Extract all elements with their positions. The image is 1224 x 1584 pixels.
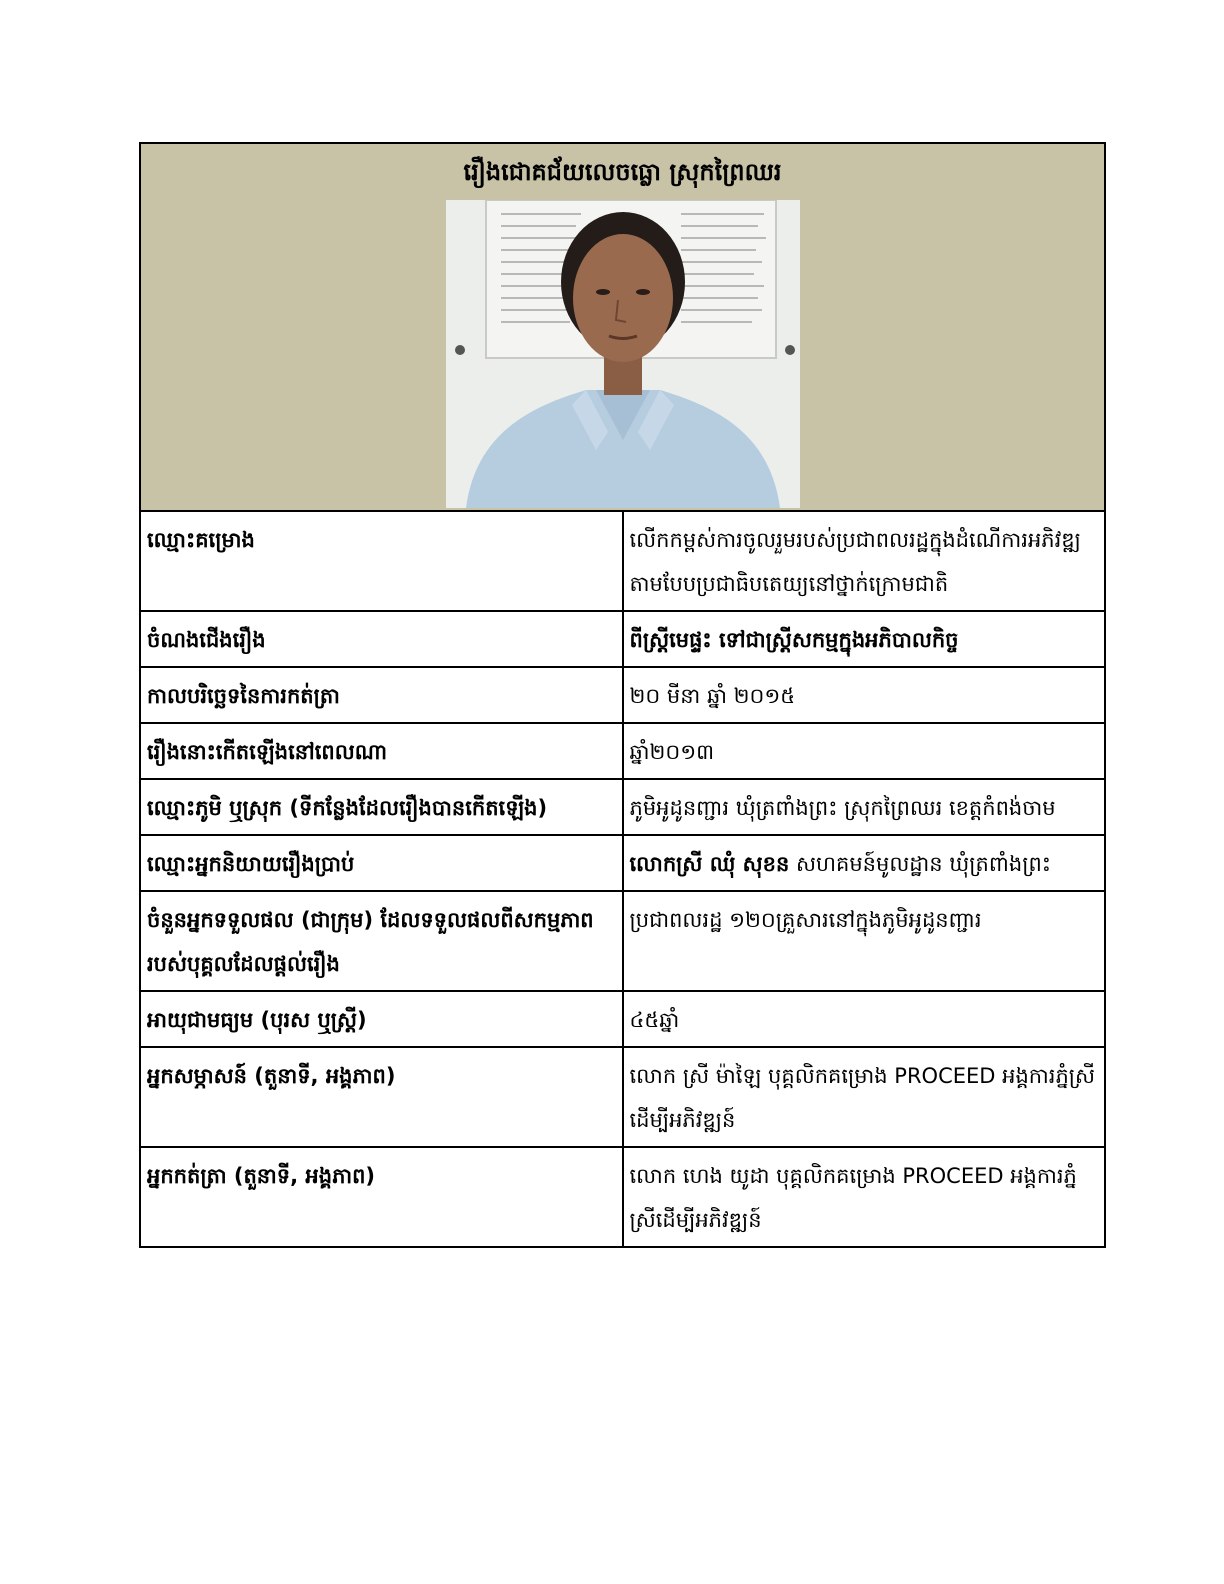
label-record-date: កាលបរិច្ឆេទនៃការកត់ត្រា bbox=[140, 667, 623, 723]
value-record-date: ២០ មីនា ឆ្នាំ ២០១៥ bbox=[623, 667, 1106, 723]
row-project-name bbox=[140, 511, 1105, 611]
row-story-when bbox=[140, 723, 1105, 779]
row-storyteller bbox=[140, 835, 1105, 891]
value-average-age: ៤៥ឆ្នាំ bbox=[623, 991, 1106, 1047]
header-row bbox=[140, 143, 1105, 511]
row-location bbox=[140, 779, 1105, 835]
header-cell bbox=[140, 143, 1105, 511]
row-beneficiaries bbox=[140, 891, 1105, 991]
person-portrait-photo bbox=[446, 200, 800, 508]
label-story-when: រឿងនោះកើតឡើងនៅពេលណា bbox=[140, 723, 623, 779]
label-recorder: អ្នកកត់ត្រា (តួនាទី, អង្គភាព) bbox=[140, 1147, 623, 1247]
story-info-table bbox=[139, 142, 1106, 1248]
label-story-title: ចំណងជើងរឿង bbox=[140, 611, 623, 667]
label-beneficiaries: ចំនួនអ្នកទទួលផល (ជាក្រុម) ដែលទទួលផលពីសកម្មភាពរបស់បុគ្គលដែលផ្តល់រឿង bbox=[140, 891, 623, 991]
document-title: រឿងជោគជ័យលេចធ្លោ ស្រុកព្រៃឈរ bbox=[463, 158, 782, 186]
label-storyteller: ឈ្មោះអ្នកនិយាយរឿងប្រាប់ bbox=[140, 835, 623, 891]
row-interviewer bbox=[140, 1047, 1105, 1147]
label-project-name: ឈ្មោះគម្រោង bbox=[140, 511, 623, 611]
value-recorder: លោក ហេង យូដា បុគ្គលិកគម្រោង PROCEED អង្គការភ្នំស្រីដើម្បីអភិវឌ្ឍន៍ bbox=[623, 1147, 1106, 1247]
row-recorder bbox=[140, 1147, 1105, 1247]
value-story-title: ពីស្ត្រីមេផ្ទះ ទៅជាស្ត្រីសកម្មក្នុងអភិបាលកិច្ច bbox=[623, 611, 1106, 667]
value-location: ភូមិអូដូនញ្ជារ ឃុំត្រពាំងព្រះ ស្រុកព្រៃឈរ ខេត្តកំពង់ចាម bbox=[623, 779, 1106, 835]
row-story-title bbox=[140, 611, 1105, 667]
row-record-date bbox=[140, 667, 1105, 723]
storyteller-affiliation: សហគមន៍មូលដ្ឋាន ឃុំត្រពាំងព្រះ bbox=[789, 852, 1052, 876]
value-project-name: លើកកម្ពស់ការចូលរួមរបស់ប្រជាពលរដ្ឋក្នុងដំណើការអភិវឌ្ឍ តាមបែបប្រជាធិបតេយ្យនៅថ្នាក់ក្រោមជាតិ bbox=[623, 511, 1106, 611]
storyteller-name: លោកស្រី ឈុំ សុខន bbox=[629, 852, 790, 876]
label-average-age: អាយុជាមធ្យម (បុរស ឬស្ត្រី) bbox=[140, 991, 623, 1047]
value-beneficiaries: ប្រជាពលរដ្ឋ ១២០គ្រួសារនៅក្នុងភូមិអូដូនញ្ជារ bbox=[623, 891, 1106, 991]
label-location: ឈ្មោះភូមិ ឬស្រុក (ទីកន្លែងដែលរឿងបានកើតឡើង) bbox=[140, 779, 623, 835]
value-interviewer: លោក ស្រី ម៉ាឡៃ បុគ្គលិកគម្រោង PROCEED អង្គការភ្នំស្រីដើម្បីអភិវឌ្ឍន៍ bbox=[623, 1047, 1106, 1147]
row-average-age bbox=[140, 991, 1105, 1047]
value-story-when: ឆ្នាំ២០១៣ bbox=[623, 723, 1106, 779]
label-interviewer: អ្នកសម្ភាសន៍ (តួនាទី, អង្គភាព) bbox=[140, 1047, 623, 1147]
value-storyteller bbox=[623, 835, 1106, 891]
